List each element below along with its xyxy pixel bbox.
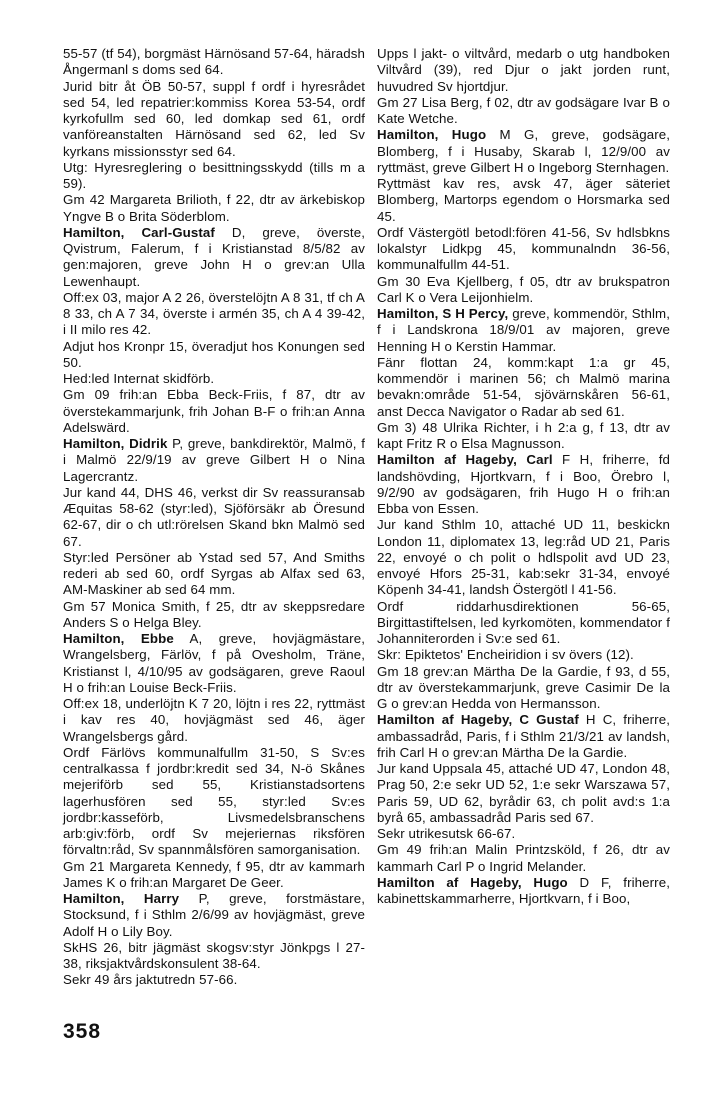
entry-text: greve, kommendör, Sthlm, f i Landskrona 18/9/01 av majoren, greve Henning H o Kerstin Hammar.	[377, 306, 670, 354]
text-paragraph	[377, 647, 670, 663]
text-paragraph	[63, 371, 365, 387]
text-paragraph	[63, 972, 365, 988]
entry-text: Hed:led Internat skidförb.	[63, 371, 215, 386]
entry-paragraph	[377, 127, 670, 176]
text-paragraph	[63, 339, 365, 372]
entry-text: Gm 21 Margareta Kennedy, f 95, dtr av kammarh James K o frih:an Margaret De Geer.	[63, 858, 365, 890]
text-paragraph	[377, 95, 670, 128]
text-paragraph	[63, 859, 365, 892]
left-column	[63, 46, 365, 989]
entry-text: Sekr utrikesutsk 66-67.	[377, 826, 516, 841]
text-paragraph	[63, 387, 365, 436]
entry-text: Skr: Epiktetos' Encheiridion i sv övers (12).	[377, 647, 634, 663]
page-number: 358	[63, 1020, 102, 1043]
entry-text: Utg: Hyresreglering o besittningsskydd (tills m a 59).	[63, 159, 365, 191]
entry-text: F H, friherre, fd landshövding, Hjortkvarn, f i Boo, Örebro l, 9/2/90 av godsägaren, frih Hugo H o frih:an Ebba von Essen.	[377, 452, 670, 516]
entry-text: D F, friherre, kabinettskammarherre, Hjortkvarn, f i Boo,	[377, 874, 670, 906]
text-paragraph	[377, 274, 670, 307]
entry-text: Sekr 49 års jaktutredn 57-66.	[63, 972, 238, 988]
person-name: Hamilton af Hageby, C Gustaf	[377, 712, 579, 728]
text-paragraph	[63, 160, 365, 193]
entry-text: Gm 49 frih:an Malin Printzsköld, f 26, dtr av kammarh Carl P o Ingrid Melander.	[377, 842, 670, 874]
entry-text: Ryttmäst kav res, avsk 47, äger säteriet Blomberg, Martorps egendom o Horsmarka sed 45.	[377, 176, 670, 224]
entry-text: A, greve, hovjägmästare, Wrangelsberg, Färlöv, f på Ovesholm, Träne, Kristianst l, 4/10/95 av godsägaren, greve Raoul H o frih:an Louise Beck-Friis.	[63, 631, 365, 695]
entry-text: M G, greve, godsägare, Blomberg, f i Husaby, Skarab l, 12/9/00 av ryttmäst, greve Gilbert H o Ingeborg Sternhagen.	[377, 127, 671, 175]
text-paragraph	[63, 940, 365, 973]
entry-text: Jur kand Uppsala 45, attaché UD 47, London 48, Prag 50, 2:e sekr UD 52, 1:e sekr Warszawa 57, Paris 59, UD 62, byrådir 63, ch polit avd:s 1:a byrå 65, ambassadråd Paris sed 67.	[377, 761, 670, 825]
entry-text: Jur kand Sthlm 10, attaché UD 11, beskickn London 11, diplomatex 13, leg:råd UD 21, Paris 22, envoyé o ch polit o hdlspolit avd UD 23, envoyé Hfors 25-31, kab:sekr 31-34, envoyé Köpenh 34-41, landsh Östergötl l 41-56.	[377, 517, 670, 598]
entry-paragraph	[63, 436, 365, 485]
text-paragraph	[377, 517, 670, 598]
person-name: Hamilton, Hugo	[377, 127, 487, 143]
text-paragraph	[63, 290, 365, 339]
person-name: Hamilton, Carl-Gustaf	[63, 224, 215, 240]
entry-paragraph	[63, 225, 365, 290]
entry-paragraph	[377, 306, 670, 355]
text-paragraph	[63, 192, 365, 225]
entry-text: H C, friherre, ambassadråd, Paris, f i Sthlm 21/3/21 av landsh, frih Carl H o grev:an Märtha De la Gardie.	[377, 712, 670, 760]
text-paragraph	[63, 79, 365, 160]
text-paragraph	[63, 485, 365, 550]
entry-text: P, greve, forstmästare, Stocksund, f i Sthlm 2/6/99 av hovjägmäst, greve Adolf H o Lily Boy.	[63, 891, 366, 939]
text-paragraph	[377, 664, 670, 713]
entry-paragraph	[377, 875, 670, 908]
person-name: Hamilton, Didrik	[63, 436, 168, 451]
text-paragraph	[63, 696, 365, 745]
text-paragraph	[377, 761, 670, 826]
entry-text: Ordf Färlövs kommunalfullm 31-50, S Sv:es centralkassa f jordbr:kredit sed 34, N-ö Skånes mejeriförb sed 55, Kristianstadsortens lagerhusfören sed 55, styr:led Sv:es jordbr:kasseförb, Livsmedelsbranschens arb:giv:förb, ordf Sv mejeriernas riksfören förvaltn:råd, Sv spannmålsfören samorganisation.	[63, 744, 365, 858]
entry-text: D, greve, överste, Qvistrum, Falerum, f i Kristianstad 8/5/82 av gen:majoren, greve John H o grev:an Ulla Lewenhaupt.	[63, 224, 365, 289]
right-column	[377, 46, 670, 907]
text-paragraph	[377, 225, 670, 274]
entry-text: Ordf riddarhusdirektionen 56-65, Birgittastiftelsen, led kyrkomöten, kommendator f Johanniterorden i Sv:e sed 61.	[377, 598, 670, 646]
entry-text: Gm 27 Lisa Berg, f 02, dtr av godsägare Ivar B o Kate Wetche.	[377, 94, 670, 126]
entry-text: SkHS 26, bitr jägmäst skogsv:styr Jönkpgs l 27-38, riksjaktvårdskonsulent 38-64.	[63, 939, 365, 971]
person-name: Hamilton, Harry	[63, 891, 180, 906]
entry-text: Ordf Västergötl betodl:fören 41-56, Sv hdlsbkns lokalstyr Lidkpg 45, kommunalndn 36-56, kommunalfullm 44-51.	[377, 224, 670, 273]
person-name: Hamilton, Ebbe	[63, 631, 174, 646]
entry-text: 55-57 (tf 54), borgmäst Härnösand 57-64, häradsh Ångermanl s doms sed 64.	[63, 46, 365, 78]
text-paragraph	[63, 46, 365, 79]
entry-text: Fänr flottan 24, komm:kapt 1:a gr 45, kommendör i marinen 56; ch Malmö marina bevakn:område 51-54, sjövärnskåren 56-61, anst Decca Navigator o Radar ab sed 61.	[377, 354, 670, 419]
entry-text: Adjut hos Kronpr 15, överadjut hos Konungen sed 50.	[63, 338, 365, 370]
text-paragraph	[377, 420, 670, 453]
entry-paragraph	[63, 891, 365, 940]
entry-text: Off:ex 18, underlöjtn K 7 20, löjtn i res 22, ryttmäst i kav res 40, hovjägmäst sed 46, äger Wrangelsbergs gård.	[63, 696, 365, 744]
text-paragraph	[63, 745, 365, 859]
entry-text: Jurid bitr åt ÖB 50-57, suppl f ordf i hyresrådet sed 54, led repatrier:kommiss Korea 53-54, ordf kyrkofullm sed 60, led domkap sed 61, ordf vanföreanstalten Härnösand sed 62, led Sv kyrkans missionsstyr sed 64.	[63, 78, 365, 159]
text-paragraph	[377, 599, 670, 648]
entry-text: Off:ex 03, major A 2 26, överstelöjtn A 8 31, tf ch A 8 33, ch A 7 34, överste i armén 35, ch A 4 39-42, i II milo res 42.	[63, 289, 365, 338]
entry-text: Gm 18 grev:an Märtha De la Gardie, f 93, d 55, dtr av överstekammarjunk, greve Casimir De la G o grev:an Hedda von Hermansson.	[377, 663, 670, 711]
entry-text: Upps l jakt- o viltvård, medarb o utg handboken Viltvård (39), red Djur o jakt jorden runt, huvudred Sv hjortdjur.	[377, 46, 670, 94]
text-paragraph	[63, 550, 365, 599]
entry-text: Gm 09 frih:an Ebba Beck-Friis, f 87, dtr av överstekammarjunk, frih Johan B-F o frih:an Anna Adelswärd.	[63, 387, 365, 435]
entry-paragraph	[377, 712, 670, 761]
text-paragraph	[377, 355, 670, 420]
entry-text: Gm 57 Monica Smith, f 25, dtr av skeppsredare Anders S o Helga Bley.	[63, 598, 365, 630]
text-paragraph	[377, 176, 670, 225]
text-paragraph	[377, 46, 670, 95]
person-name: Hamilton af Hageby, Hugo	[377, 874, 568, 890]
text-paragraph	[63, 599, 365, 632]
entry-text: Gm 3) 48 Ulrika Richter, i h 2:a g, f 13, dtr av kapt Fritz R o Elsa Magnusson.	[377, 419, 670, 451]
entry-text: Gm 30 Eva Kjellberg, f 05, dtr av brukspatron Carl K o Vera Leijonhielm.	[377, 273, 670, 305]
text-paragraph	[377, 842, 670, 875]
text-paragraph	[377, 826, 670, 842]
entry-text: Styr:led Persöner ab Ystad sed 57, And Smiths rederi ab sed 60, ordf Syrgas ab Alfax sed 63, AM-Maskiner ab sed 64 mm.	[63, 549, 365, 598]
entry-text: Jur kand 44, DHS 46, verkst dir Sv reassuransab Æquitas 58-62 (styr:led), Sjöförsäkr ab Öresund 62-67, dir o ch utl:rörelsen Skand bkn Malmö sed 67.	[63, 484, 365, 549]
person-name: Hamilton af Hageby, Carl	[377, 452, 553, 468]
entry-paragraph	[377, 452, 670, 517]
entry-text: Gm 42 Margareta Brilioth, f 22, dtr av ärkebiskop Yngve B o Brita Söderblom.	[63, 192, 365, 224]
entry-paragraph	[63, 631, 365, 696]
person-name: Hamilton, S H Percy,	[377, 306, 509, 321]
entry-text: P, greve, bankdirektör, Malmö, f i Malmö 22/9/19 av greve Gilbert H o Nina Lagercrantz.	[63, 436, 365, 484]
